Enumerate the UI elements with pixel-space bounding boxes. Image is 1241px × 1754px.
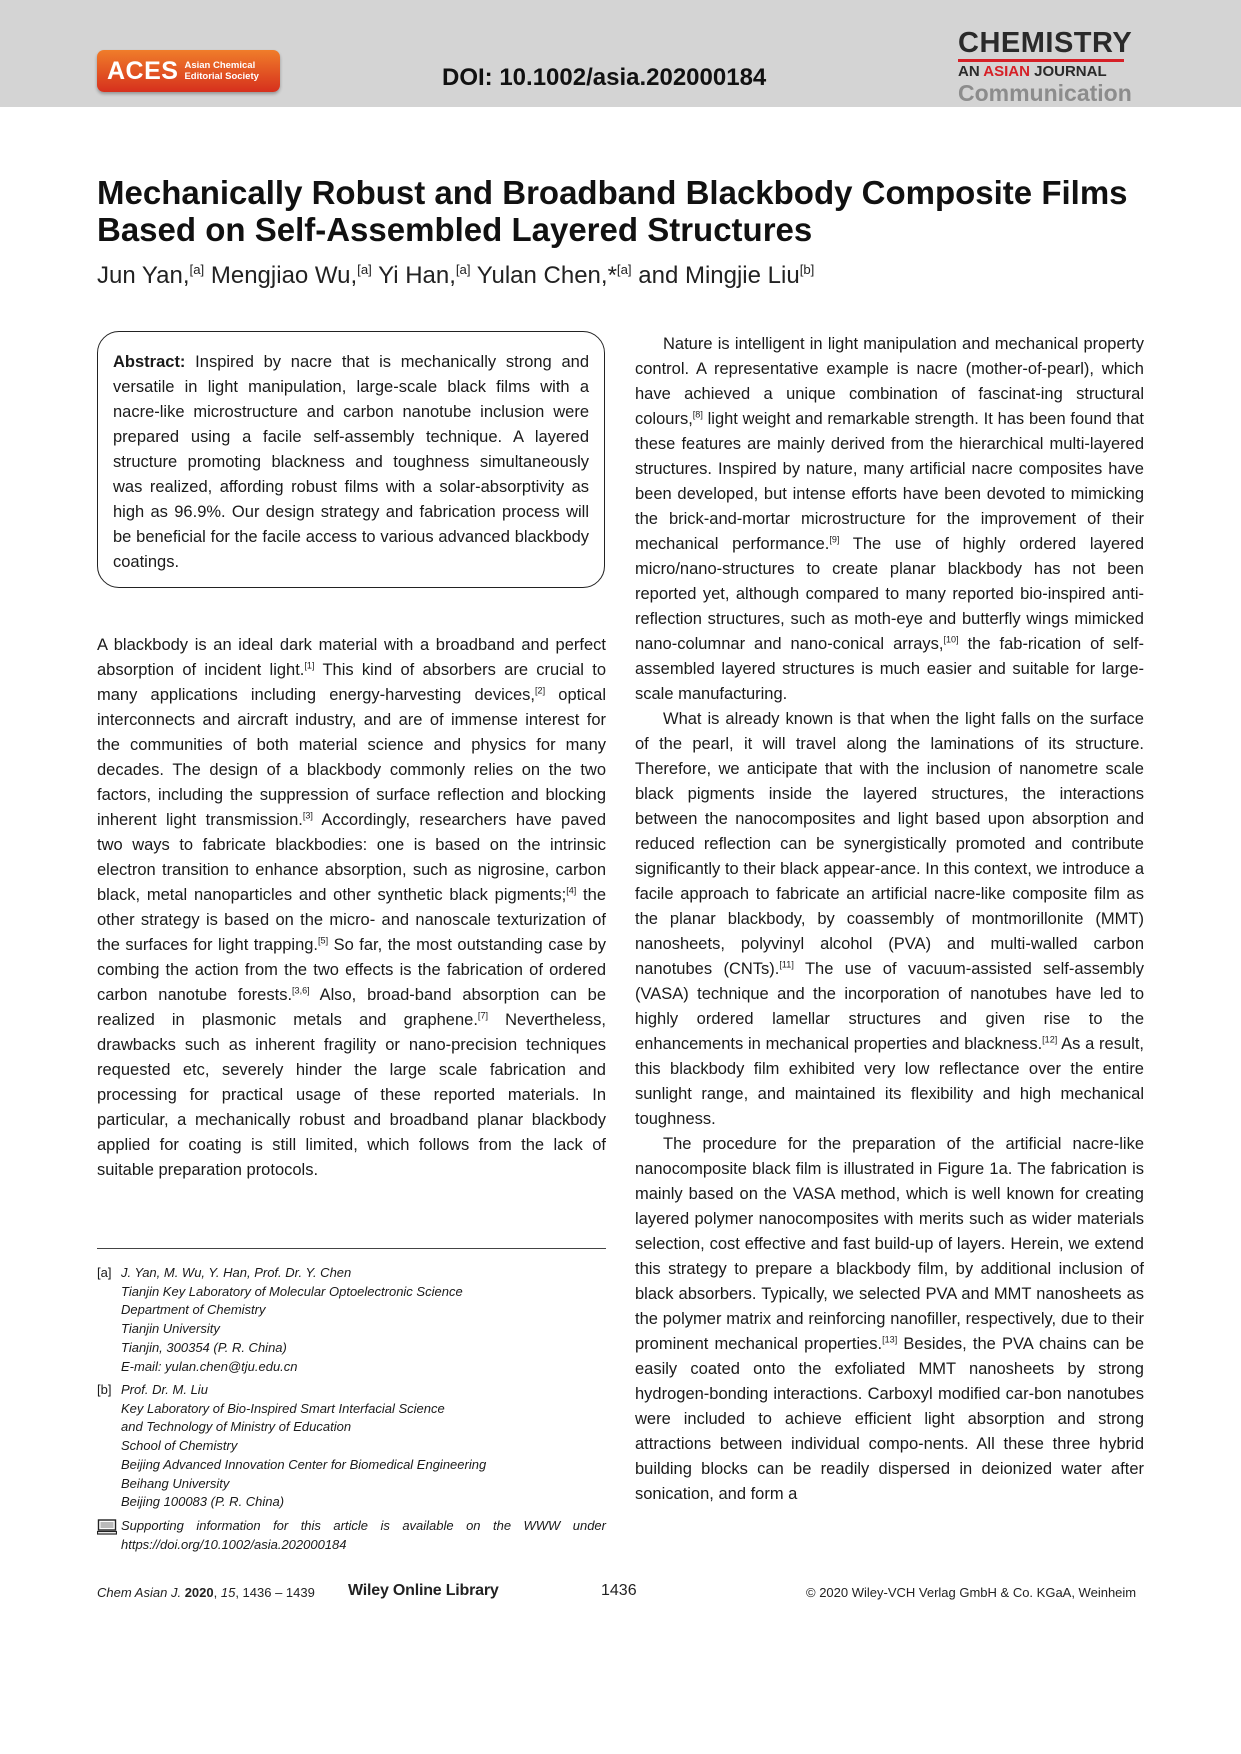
paragraph: Nature is intelligent in light manipulation and mechanical property control. A representative example is nacre (mother-of-pearl), which have achieved a unique combination of fascinat-ing structural colours,[8] light weight and remarkable strength. It has been found that these features are mainly derived from the hierarchical multi-layered structures. Inspired by nature, many artificial nacre composites have been developed, but intense efforts have been devoted to mimicking the brick-and-mortar microstructure for the improvement of their mechanical performance.[9] The use of highly ordered layered micro/nano-structures to create planar blackbody has not been reported yet, although compared to many reported bio-inspired anti-reflection structures, such as moth-eye and butterfly wings mimicked nano-columnar and nano-conical arrays,[10] the fab-rication of self-assembled layered structures is much easier and suitable for large-scale manufacturing. (635, 335, 1144, 703)
author: Jun Yan,[a] (97, 262, 205, 289)
page-number: 1436 (601, 1582, 637, 1599)
journal-logo-top: CHEMISTRY (958, 27, 1133, 59)
email-link[interactable]: E-mail: yulan.chen@tju.edu.cn (121, 1358, 298, 1374)
computer-icon (97, 1519, 117, 1535)
wiley-library-link[interactable]: Wiley Online Library (348, 1582, 499, 1599)
journal-logo (958, 28, 1148, 106)
doi: DOI: 10.1002/asia.202000184 (442, 64, 767, 91)
affiliation-tag: [a] (97, 1265, 112, 1280)
journal-logo-rule (958, 59, 1124, 62)
author: and Mingjie Liu[b] (631, 262, 815, 289)
aces-logo-subtitle: Asian Chemical Editorial Society (184, 60, 259, 82)
article-type: Communication (958, 80, 1132, 106)
supporting-info (97, 1517, 606, 1554)
paragraph: What is already known is that when the light falls on the surface of the pearl, it will travel along the laminations of its structure. Therefore, we anticipate that with the inclusion of nanometre scale black pigments inside the layered structures, the interactions between the nanocomposites and light based upon absorption and reduced reflection can be synergistically promoted and contribute significantly to their black appear-ance. In this context, we introduce a facile approach to fabricate an artificial nacre-like composite film as the planar blackbody, by coassembly of montmorillonite (MMT) nanosheets, polyvinyl alcohol (PVA) and multi-walled carbon nanotubes (CNTs).[11] The use of vacuum-assisted self-assembly (VASA) technique and the incorporation of nanotubes have led to highly ordered lamellar structures and given rise to the enhancements in mechanical properties and blackness.[12] As a result, this blackbody film exhibited very low reflectance over the entire sunlight range, and maintained its flexibility and high mechanical toughness. (635, 710, 1145, 1128)
abstract-box (97, 331, 605, 588)
supporting-info-text: Supporting information for this article is available on the WWW under https://doi.org/10.1002/asia.202000184 (121, 1518, 606, 1552)
left-column (97, 633, 606, 1183)
footnote-divider (97, 1248, 606, 1249)
aces-logo-mark: ACES (107, 56, 179, 85)
aces-logo (97, 50, 280, 92)
author: Mengjiao Wu,[a] (204, 262, 372, 289)
affiliation-a: [a] J. Yan, M. Wu, Y. Han, Prof. Dr. Y. Chen Tianjin Key Laboratory of Molecular Optoelectronic Science Department of Chemistry Tianjin University Tianjin, 300354 (P. R. China) E-mail: yulan.chen@tju.edu.cn (97, 1264, 606, 1376)
citation: Chem Asian J. 2020, 15, 1436 – 1439 (97, 1585, 315, 1600)
author: Yulan Chen,*[a] (470, 262, 632, 289)
paragraph: A blackbody is an ideal dark material with a broadband and perfect absorption of incident light.[1] This kind of absorbers are crucial to many applications including energy-harvesting devices,[2] optical interconnects and aircraft industry, and are of immense interest for the communities of both material science and physics for many decades. The design of a blackbody commonly relies on the two factors, including the suppression of surface reflection and blocking inherent light transmission.[3] Accordingly, researchers have paved two ways to fabricate blackbodies: one is based on the intrinsic electron transition to enhance absorption, such as nigrosine, carbon black, metal nanoparticles and other synthetic black pigments;[4] the other strategy is based on the micro- and nanoscale texturization of the surfaces for light trapping.[5] So far, the most outstanding case by combing the action from the two effects is the fabrication of ordered carbon nanotube forests.[3,6] Also, broad-band absorption can be realized in plasmonic metals and graphene.[7] Nevertheless, drawbacks such as inherent fragility or nano-precision techniques requested etc, severely hinder the large scale fabrication and processing for practical usage of these reported materials. In particular, a mechanically robust and broadband planar blackbody applied for coating is still limited, which follows from the lack of suitable preparation protocols. (97, 636, 607, 1179)
abstract-label: Abstract: (113, 353, 186, 371)
author: Yi Han,[a] (371, 262, 471, 289)
right-column (635, 332, 1144, 1507)
copyright: © 2020 Wiley-VCH Verlag GmbH & Co. KGaA, Weinheim (806, 1585, 1137, 1600)
author-list (97, 262, 814, 290)
abstract-text: Abstract: Inspired by nacre that is mechanically strong and versatile in light manipulation, large-scale black films with a nacre-like microstructure and carbon nanotube inclusion were prepared using a facile self-assembly technique. A layered structure promoting blackness and toughness simultaneously was realized, affording robust films with a solar-absorptivity as high as 96.9%. Our design strategy and fabrication process will be beneficial for the facile access to various advanced blackbody coatings. (113, 353, 589, 571)
journal-logo-mid: AN ASIAN JOURNAL (958, 63, 1107, 80)
affiliation-tag: [b] (97, 1382, 112, 1397)
affiliation-b: [b] Prof. Dr. M. Liu Key Laboratory of Bio-Inspired Smart Interfacial Science and Technology of Ministry of Education School of Chemistry Beijing Advanced Innovation Center for Biomedical Engineering Beihang University Beijing 100083 (P. R. China) (97, 1382, 487, 1510)
article-title: Mechanically Robust and Broadband Blackbody Composite Films Based on Self-Assembled Layered Structures (97, 174, 1128, 248)
paragraph: The procedure for the preparation of the artificial nacre-like nanocomposite black film is illustrated in Figure 1a. The fabrication is mainly based on the VASA method, which is well known for creating layered polymer nanocomposites with merits such as wider materials selection, cost effective and fast build-up of layers. Herein, we extend this strategy to prepare a blackbody film, by additional inclusion of black absorbers. Typically, we selected PVA and MMT nanosheets as the polymer matrix and reinforcing nanofiller, respectively, due to their prominent mechanical properties.[13] Besides, the PVA chains can be easily coated onto the exfoliated MMT nanosheets by strong hydrogen-bonding interactions. Carboxyl modified car-bon nanotubes were included to achieve efficient light absorption and strong attractions between individual compo-nents. All these three hybrid building blocks can be readily dispersed in deionized water after sonication, and form a (635, 1135, 1144, 1503)
